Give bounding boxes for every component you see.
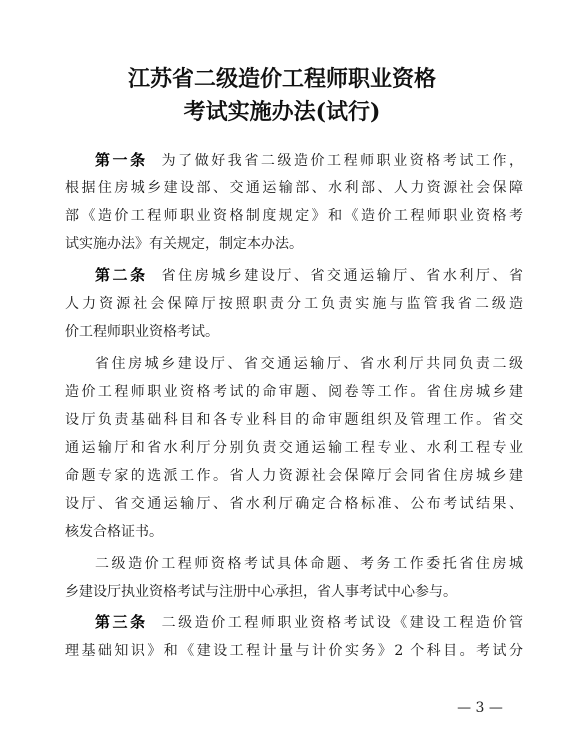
article-3-line-1 bbox=[95, 612, 523, 632]
article-3-line-2: 理基础知识》和《建设工程计量与计价实务》2 个科目。考试分 bbox=[65, 643, 523, 659]
article-3-text-1: 二级造价工程师职业资格考试设《建设工程造价管 bbox=[161, 615, 523, 631]
article-2-para-2-line-4: 通运输厅和省水利厅分别负责交通运输工程专业、水利工程专业 bbox=[65, 440, 523, 456]
article-1-label: 第一条 bbox=[95, 151, 148, 169]
article-1-line-3: 部《造价工程师职业资格制度规定》和《造价工程师职业资格考 bbox=[65, 208, 523, 224]
article-2-para-2-line-7: 核发合格证书。 bbox=[65, 524, 163, 540]
article-3-label: 第三条 bbox=[95, 613, 148, 631]
article-2-para-2-line-6: 设厅、省交通运输厅、省水利厅确定合格标准、公布考试结果、 bbox=[65, 496, 523, 512]
article-2-para-3-line-2: 乡建设厅执业资格考试与注册中心承担，省人事考试中心参与。 bbox=[65, 584, 457, 600]
article-2-para-2-line-3: 设厅负责基础科目和各专业科目的命审题组织及管理工作。省交 bbox=[65, 412, 523, 428]
article-2-line-2: 人力资源社会保障厅按照职责分工负责实施与监管我省二级造 bbox=[65, 296, 523, 312]
article-2-para-3-line-1: 二级造价工程师资格考试具体命题、考务工作委托省住房城 bbox=[95, 556, 523, 572]
article-1-line-1 bbox=[95, 150, 523, 170]
article-1-line-2: 根据住房城乡建设部、交通运输部、水利部、人力资源社会保障 bbox=[65, 180, 523, 196]
article-2-para-2-line-5: 命题专家的选派工作。省人力资源社会保障厅会同省住房城乡建 bbox=[65, 468, 523, 484]
page-number: — 3 — bbox=[457, 700, 503, 716]
document-title-line-1: 江苏省二级造价工程师职业资格 bbox=[127, 66, 436, 92]
article-2-text-1: 省住房城乡建设厅、省交通运输厅、省水利厅、省 bbox=[161, 268, 523, 284]
article-1-line-4: 试实施办法》有关规定，制定本办法。 bbox=[65, 236, 303, 252]
article-2-para-2-line-1: 省住房城乡建设厅、省交通运输厅、省水利厅共同负责二级 bbox=[95, 356, 523, 372]
document-title-line-2: 考试实施办法(试行) bbox=[183, 99, 381, 125]
article-2-line-1 bbox=[95, 265, 523, 285]
article-2-line-3: 价工程师职业资格考试。 bbox=[65, 324, 219, 340]
article-2-label: 第二条 bbox=[95, 266, 148, 284]
article-1-text-1: 为了做好我省二级造价工程师职业资格考试工作， bbox=[161, 153, 523, 169]
article-2-para-2-line-2: 造价工程师职业资格考试的命审题、阅卷等工作。省住房城乡建 bbox=[65, 384, 523, 400]
